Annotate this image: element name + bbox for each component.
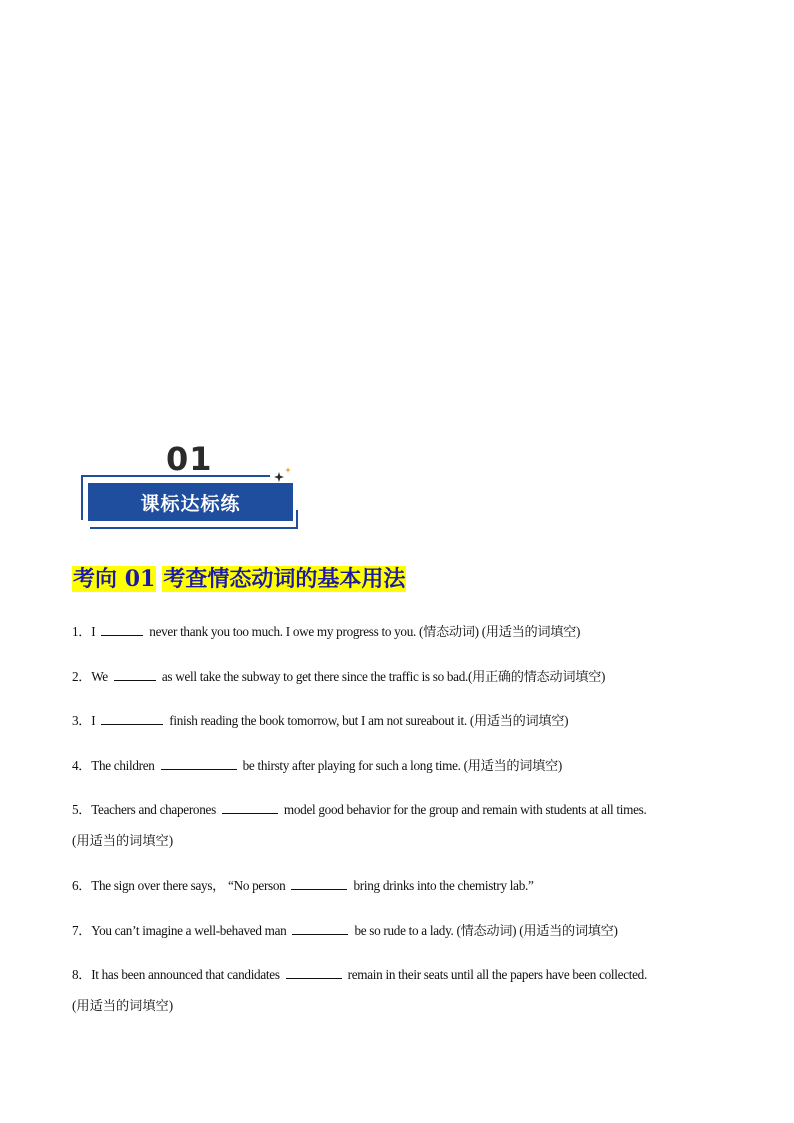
question-item [72,876,534,896]
answer-blank[interactable] [161,757,237,770]
section-badge [78,440,303,535]
question-instruction: (用适当的词填空) [72,833,174,848]
topic-label-number: 01 [124,566,156,592]
answer-blank[interactable] [101,712,163,725]
question-text-before: Teachers and chaperones [91,802,216,817]
question-text-after: be thirsty after playing for such a long time. (用适当的词填空) [242,758,563,773]
answer-blank[interactable] [292,922,348,935]
question-text-after: finish reading the book tomorrow, but I am not sureabout it. (用适当的词填空) [169,713,569,728]
question-number: 3． [72,713,92,728]
question-item [72,965,647,1016]
question-item [72,800,647,851]
question-text-after: as well take the subway to get there since the traffic is so bad.(用正确的情态动词填空) [161,669,606,684]
topic-label-prefix: 考向 [73,566,118,592]
question-item [72,622,580,642]
question-text-before: I [91,713,96,728]
question-text-before: I [91,624,96,639]
topic-title: 考查情态动词的基本用法 [163,566,406,592]
question-text-before: The children [91,758,155,773]
question-text-after: remain in their seats until all the papers have been collected. [347,967,647,982]
question-text-before: You can’t imagine a well-behaved man [91,923,287,938]
question-number: 5． [72,802,92,817]
question-number: 8． [72,967,92,982]
topic-label [72,566,156,592]
answer-blank[interactable] [286,966,342,979]
question-item [72,756,562,776]
answer-blank[interactable] [114,668,156,681]
question-number: 6． [72,878,92,893]
question-text-before: We [91,669,108,684]
question-instruction: (用适当的词填空) [72,998,174,1013]
question-text-before: It has been announced that candidates [91,967,280,982]
question-text-after: never thank you too much. I owe my progress to you. (情态动词) (用适当的词填空) [149,624,581,639]
question-text-after: be so rude to a lady. (情态动词) (用适当的词填空) [354,923,618,938]
question-text-before: The sign over there says， “No person [91,878,286,893]
sparkle-icon [273,466,295,484]
section-title-box [88,483,293,521]
answer-blank[interactable] [222,801,278,814]
question-item [72,667,605,687]
question-item [72,711,568,731]
question-number: 4． [72,758,92,773]
question-number: 1． [72,624,92,639]
answer-blank[interactable] [101,623,143,636]
topic-heading [72,562,406,596]
section-title: 课标达标练 [140,492,241,515]
section-number: 01 [166,440,213,478]
question-text-after: bring drinks into the chemistry lab.” [353,878,534,893]
question-number: 7． [72,923,92,938]
question-item [72,921,618,941]
answer-blank[interactable] [291,877,347,890]
question-number: 2． [72,669,92,684]
question-text-after: model good behavior for the group and remain with students at all times. [283,802,647,817]
